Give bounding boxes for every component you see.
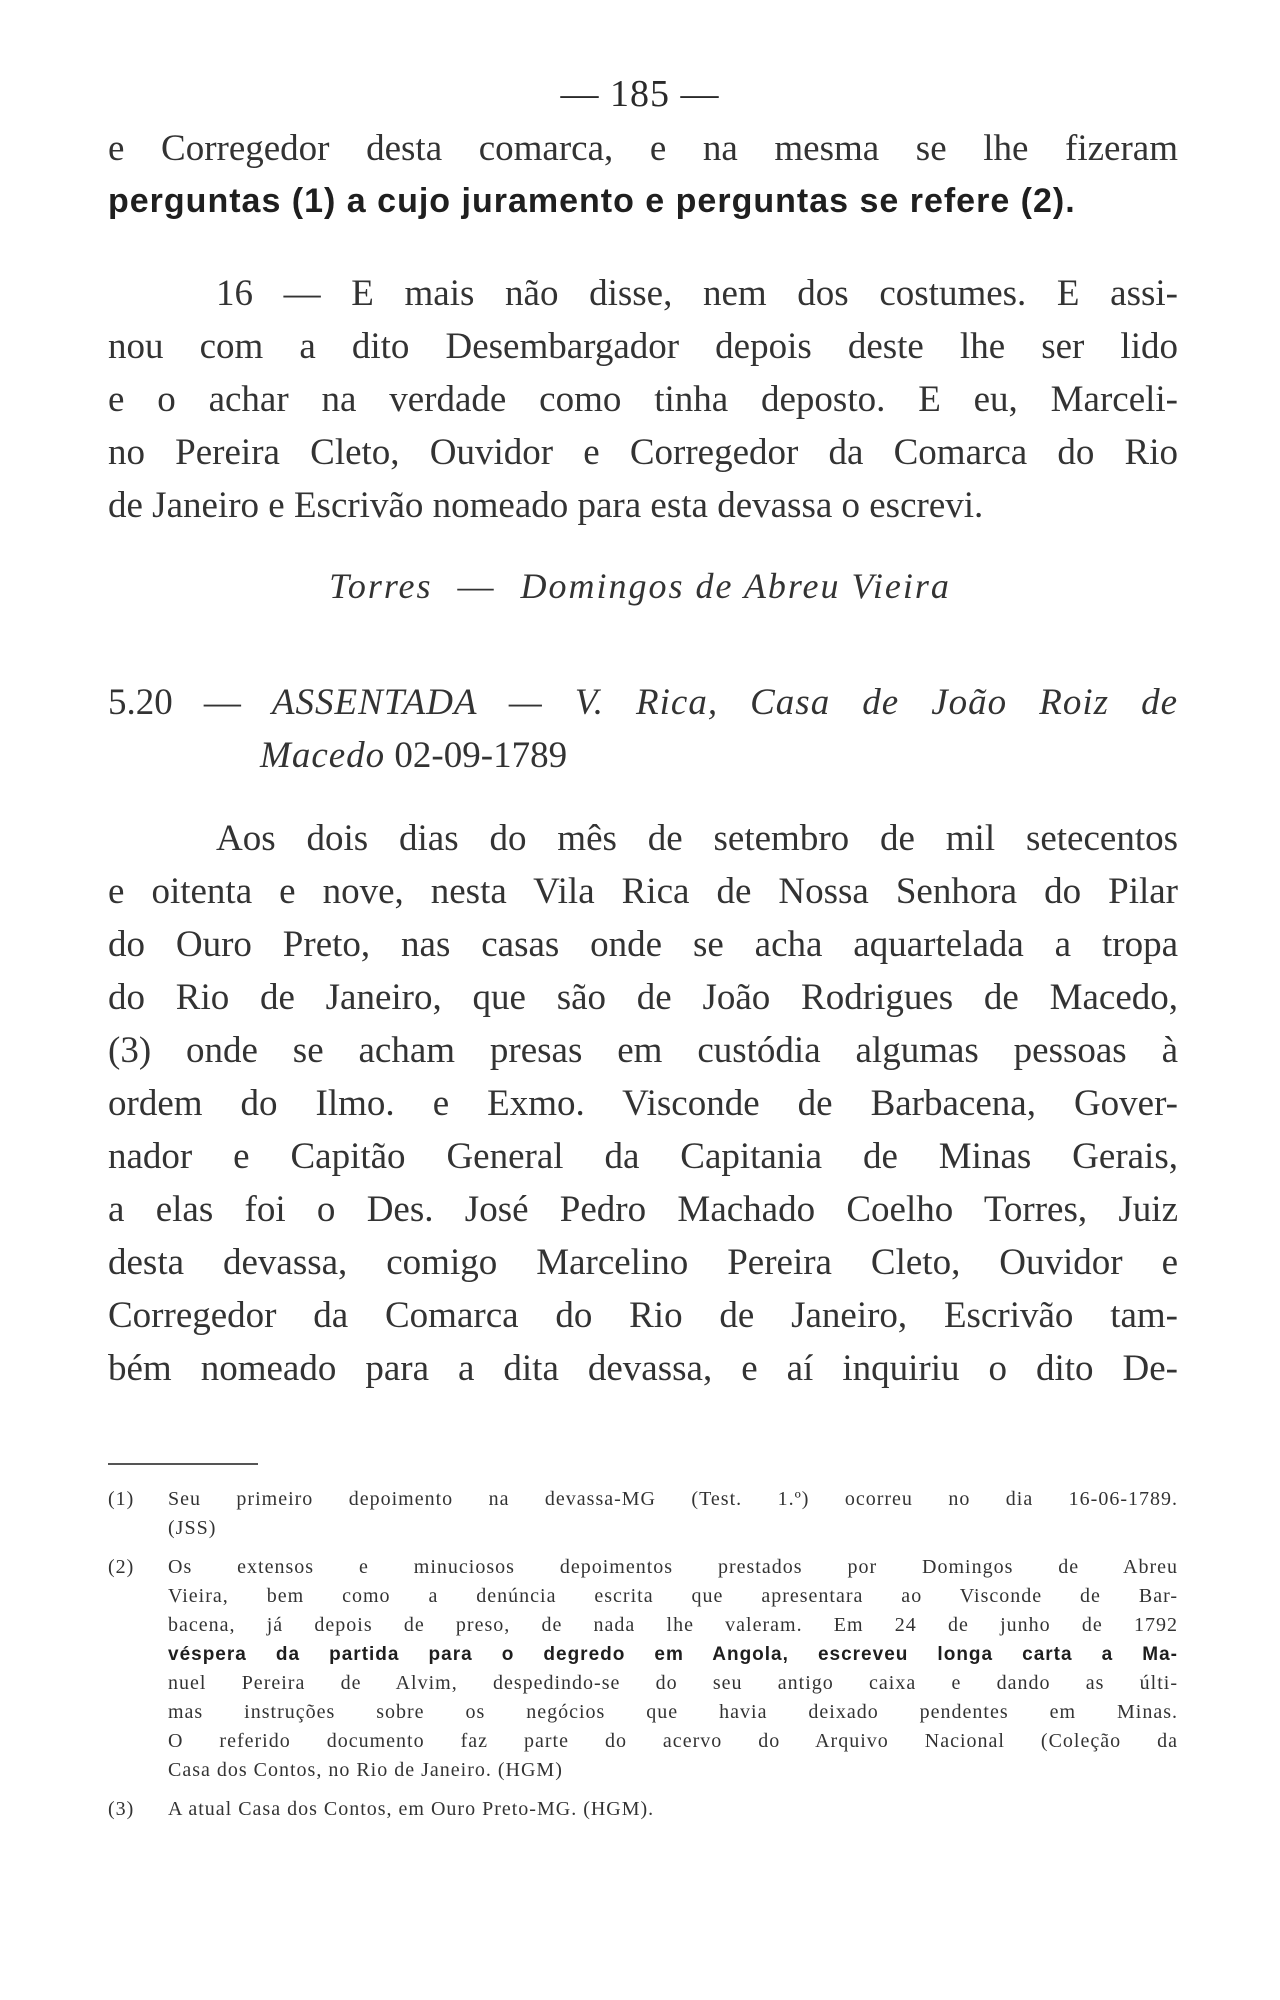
text-line: Aos dois dias do mês de setembro de mil setecentos bbox=[216, 818, 1178, 859]
text-line: e Corregedor desta comarca, e na mesma se lhe fizeram bbox=[108, 128, 1178, 169]
footnote-line: (JSS) bbox=[168, 1517, 217, 1539]
footnote-line: Vieira, bem como a denúncia escrita que apresentara ao Visconde de Bar- bbox=[168, 1585, 1178, 1607]
footnote-line: Casa dos Contos, no Rio de Janeiro. (HGM) bbox=[168, 1759, 563, 1781]
text-line: nou com a dito Desembargador depois deste lhe ser lido bbox=[108, 326, 1178, 367]
heading-line-1 bbox=[108, 676, 1178, 729]
signature-name-domingos: Domingos de Abreu Vieira bbox=[520, 566, 951, 606]
text-line: (3) onde se acham presas em custódia algumas pessoas à bbox=[108, 1030, 1178, 1071]
text-line: e o achar na verdade como tinha deposto. E eu, Marceli- bbox=[108, 379, 1178, 420]
text-line: no Pereira Cleto, Ouvidor e Corregedor da Comarca do Rio bbox=[108, 432, 1178, 473]
paragraph-main bbox=[108, 812, 1178, 1395]
footnote-line: bacena, já depois de preso, de nada lhe valeram. Em 24 de junho de 1792 bbox=[168, 1614, 1178, 1636]
footnote-2 bbox=[108, 1553, 1178, 1785]
footnote-line: Seu primeiro depoimento na devassa-MG (Test. 1.º) ocorreu no dia 16-06-1789. bbox=[168, 1488, 1178, 1510]
footnote-body bbox=[168, 1485, 1178, 1543]
text-line: e oitenta e nove, nesta Vila Rica de Nossa Senhora do Pilar bbox=[108, 871, 1178, 912]
text-line: do Rio de Janeiro, que são de João Rodrigues de Macedo, bbox=[108, 977, 1178, 1018]
footnote-line: O referido documento faz parte do acervo do Arquivo Nacional (Coleção da bbox=[168, 1730, 1178, 1752]
paragraph-top bbox=[108, 122, 1178, 228]
footnote-number: (2) bbox=[108, 1556, 135, 1578]
text-line: 16 — E mais não disse, nem dos costumes. E assi- bbox=[216, 273, 1178, 314]
heading-title-cont: Macedo bbox=[260, 735, 386, 776]
footnote-number: (3) bbox=[108, 1798, 135, 1820]
footnote-line: Os extensos e minuciosos depoimentos prestados por Domingos de Abreu bbox=[168, 1556, 1178, 1578]
text-line: de Janeiro e Escrivão nomeado para esta devassa o escrevi. bbox=[108, 485, 984, 526]
footnote-3 bbox=[108, 1795, 1178, 1824]
text-line: desta devassa, comigo Marcelino Pereira Cleto, Ouvidor e bbox=[108, 1242, 1178, 1283]
heading-number: 5.20 — bbox=[108, 682, 241, 723]
heading-title: ASSENTADA — V. Rica, Casa de João Roiz de bbox=[271, 682, 1178, 723]
footnote-body bbox=[168, 1795, 1178, 1824]
footnote-1 bbox=[108, 1485, 1178, 1543]
text-line: Corregedor da Comarca do Rio de Janeiro, Escrivão tam- bbox=[108, 1295, 1178, 1336]
footnotes bbox=[108, 1485, 1178, 1834]
footnote-line-bold: véspera da partida para o degredo em Angola, escreveu longa carta a Ma- bbox=[168, 1644, 1178, 1665]
signature-line bbox=[0, 565, 1280, 607]
footnote-line: mas instruções sobre os negócios que havia deixado pendentes em Minas. bbox=[168, 1701, 1178, 1723]
text-line-bold: perguntas (1) a cujo juramento e perguntas se refere (2). bbox=[108, 182, 1076, 220]
footnote-line: A atual Casa dos Contos, em Ouro Preto-MG. (HGM). bbox=[168, 1798, 655, 1820]
signature-name-torres: Torres bbox=[329, 566, 433, 606]
text-line: do Ouro Preto, nas casas onde se acha aquartelada a tropa bbox=[108, 924, 1178, 965]
heading-line-2 bbox=[108, 729, 1178, 782]
footnote-separator bbox=[108, 1463, 258, 1465]
text-line: nador e Capitão General da Capitania de Minas Gerais, bbox=[108, 1136, 1178, 1177]
section-heading bbox=[108, 676, 1178, 782]
page-number: — 185 — bbox=[560, 73, 720, 115]
footnote-number: (1) bbox=[108, 1488, 135, 1510]
heading-date: 02-09-1789 bbox=[394, 735, 568, 776]
text-line: ordem do Ilmo. e Exmo. Visconde de Barbacena, Gover- bbox=[108, 1083, 1178, 1124]
footnote-line: nuel Pereira de Alvim, despedindo-se do seu antigo caixa e dando as últi- bbox=[168, 1672, 1178, 1694]
signature-dash: — bbox=[457, 566, 496, 606]
footnote-body bbox=[168, 1553, 1178, 1785]
text-line: bém nomeado para a dita devassa, e aí inquiriu o dito De- bbox=[108, 1348, 1178, 1389]
paragraph-16 bbox=[108, 267, 1178, 532]
text-line: a elas foi o Des. José Pedro Machado Coelho Torres, Juiz bbox=[108, 1189, 1178, 1230]
